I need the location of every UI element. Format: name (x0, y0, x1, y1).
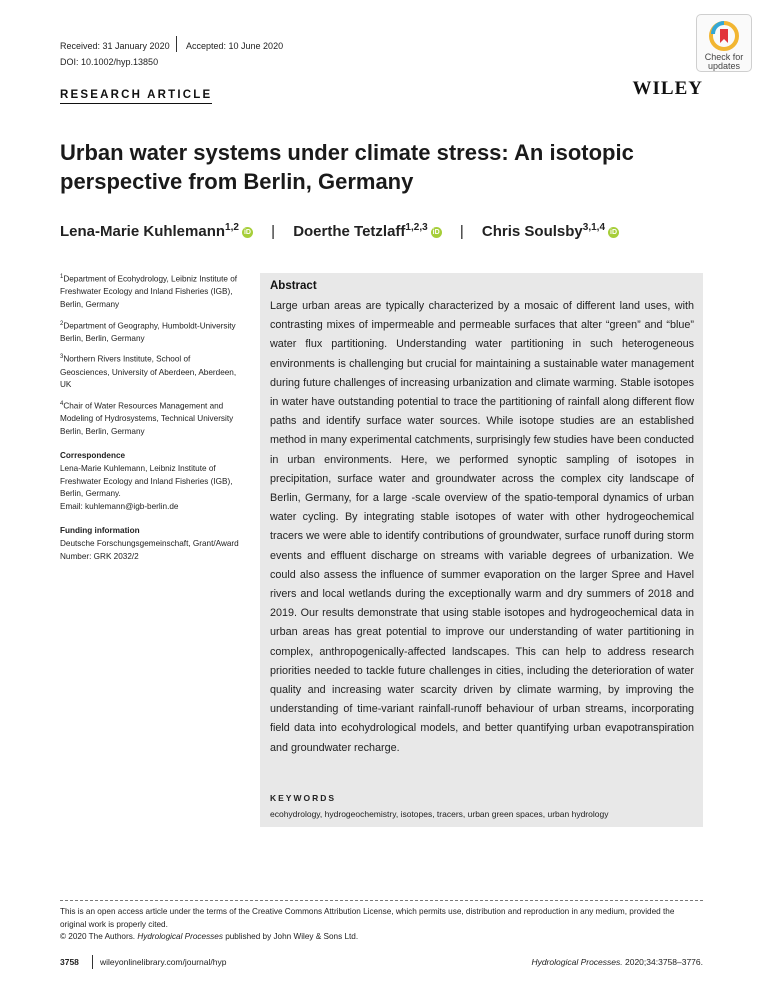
sidebar-info (60, 271, 240, 563)
journal-name: Hydrological Processes (137, 932, 223, 942)
affiliation (60, 271, 240, 312)
abstract-heading: Abstract (270, 280, 317, 292)
affiliation-text: Chair of Water Resources Management and Modeling of Hydrosystems, Technical University Berlin, Berlin, Germany (60, 401, 234, 436)
correspondence-text: Lena-Marie Kuhlemann, Leibniz Institute of Freshwater Ecology and Inland Fisheries (IGB), Berlin, Germany. (60, 464, 233, 499)
citation (531, 957, 703, 967)
author-list (60, 222, 619, 240)
header-divider (176, 36, 177, 52)
orcid-icon[interactable]: iD (610, 229, 618, 236)
check-for-updates-badge[interactable] (696, 14, 752, 72)
orcid-icon[interactable]: iD (432, 229, 440, 236)
affiliation-number: 3 (60, 354, 64, 361)
article-type: RESEARCH ARTICLE (60, 89, 212, 104)
correspondence-email[interactable]: Email: kuhlemann@igb-berlin.de (60, 501, 179, 511)
abstract-box (260, 273, 703, 827)
publisher-logo: WILEY (632, 78, 703, 99)
page-number: 3758 (60, 957, 79, 967)
copyright-prefix: © 2020 The Authors. (60, 932, 136, 942)
affiliation (60, 351, 240, 392)
article-title: Urban water systems under climate stress: An isotopic perspective from Berlin, Germany (60, 140, 634, 194)
orcid-icon[interactable]: iD (243, 229, 251, 236)
author-affiliation: 3,1,4 (582, 222, 606, 233)
doi-link[interactable]: DOI: 10.1002/hyp.13850 (60, 57, 159, 67)
affiliation-number: 4 (60, 400, 64, 407)
journal-website-link[interactable]: wileyonlinelibrary.com/journal/hyp (100, 957, 227, 967)
check-for-updates-icon (709, 21, 739, 51)
affiliation-number: 2 (60, 320, 64, 327)
keywords-heading: KEYWORDS (270, 793, 337, 803)
affiliation-text: Department of Ecohydrology, Leibniz Institute of Freshwater Ecology and Inland Fisheries (IGB), Berlin, Germany (60, 274, 238, 309)
affiliation-number: 1 (60, 274, 64, 280)
author-affiliation: 1,2 (225, 222, 239, 233)
accepted-date: Accepted: 10 June 2020 (186, 41, 284, 51)
author-separator: | (459, 223, 464, 240)
abstract-text: Large urban areas are typically characterized by a mosaic of different land uses, with contrasting mixes of impermeable and permeable surfaces that alter “green” and “blue” water flux partitioning. Understanding water partitioning in such heterogeneous environments is challenging but crucial for maintaining a sustainable water management during future challenges of increasing urbanization and climate warming. Stable isotopes in water have outstanding potential to trace the partitioning of rainfall along different flow paths and identify surface water sources. While isotope studies are an established method in many experimental catchments, surprisingly few studies have been conducted in urban environments. Here, we performed synoptic sampling of isotopes in precipitation, surface water and groundwater across the complex city landscape of Berlin, Germany, for a large -scale overview of the spatio-temporal dynamics of urban water cycling. By integrating stable isotopes of water with other hydrogeochemical tracers we were able to identify contributions of groundwater, surface runoff during storm events and effluent discharge on streams with variable degrees of urbanization. We could also assess the influence of summer evaporation on the larger Spree and Havel rivers and local wetlands during the exceptionally warm and dry summers of 2018 and 2019. Our results demonstrate that using stable isotopes and hydrogeochemical data in urban areas has great potential to improve our understanding of water partitioning in complex, anthropogenically-affected landscapes. This can help to address research priorities needed to tackle future challenges in cities, including the deterioration of water quality and increasing water scarcity driven by climate warming, by improving the understanding of time-variant rainfall-runoff behaviour of urban streams, incorporating field data into ecohydrological models, and better quantifying urban evapotranspiration and groundwater recharge. (270, 300, 694, 754)
page-footer (60, 957, 703, 971)
author-name[interactable]: Chris Soulsby (481, 223, 583, 240)
license-text: This is an open access article under the terms of the Creative Commons Attribution License, which permits use, distribution and reproduction in any medium, provided the original work is properly cited. (60, 907, 675, 929)
funding-heading: Funding information (60, 526, 140, 536)
received-date: Received: 31 January 2020 (60, 41, 170, 51)
author-name[interactable]: Doerthe Tetzlaff (293, 223, 406, 240)
affiliation-text: Department of Geography, Humboldt-University Berlin, Berlin, Germany (60, 321, 236, 343)
affiliation-text: Northern Rivers Institute, School of Geosciences, University of Aberdeen, Aberdeen, UK (60, 355, 237, 390)
check-for-updates-label: Check for updates (704, 52, 744, 71)
author-separator: | (271, 223, 276, 240)
author-affiliation: 1,2,3 (405, 222, 428, 233)
author-name[interactable]: Lena-Marie Kuhlemann (60, 223, 226, 240)
affiliation (60, 398, 240, 439)
affiliation (60, 318, 240, 346)
license-divider (60, 900, 703, 901)
license-notice (60, 906, 703, 944)
keywords-text: ecohydrology, hydrogeochemistry, isotopes, tracers, urban green spaces, urban hydrology (270, 809, 609, 819)
copyright-suffix: published by John Wiley & Sons Ltd. (225, 932, 359, 942)
footer-divider (92, 955, 93, 969)
footer-journal: Hydrological Processes. (531, 957, 623, 967)
funding-text: Deutsche Forschungsgemeinschaft, Grant/Award Number: GRK 2032/2 (60, 539, 239, 561)
footer-citation: 2020;34:3758–3776. (625, 957, 703, 967)
correspondence-heading: Correspondence (60, 451, 126, 461)
copyright-line (60, 931, 703, 944)
